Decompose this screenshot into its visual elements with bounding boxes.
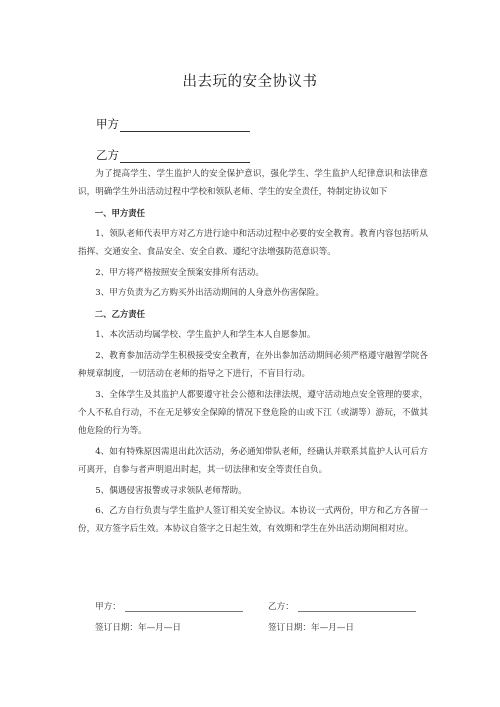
sign-date-b-text: 签订日期：年—月—日 xyxy=(268,623,354,633)
party-b-line xyxy=(96,147,250,163)
signature-b-label: 乙方： xyxy=(268,602,294,612)
party-a-blank xyxy=(120,119,250,132)
party-a-clause: 3、甲方负责为乙方购买外出活动期间的人身意外伤害保险。 xyxy=(95,288,325,299)
signature-party-a xyxy=(95,600,243,612)
party-b-clause: 3、全体学生及其监护人都要遵守社会公德和法律法规，遵守活动地点安全管理的要求，个人不私自行动，不在无足够安全保障的情况下登危险的山或下江（或湖等）游玩，不做其他危险的行为等。 xyxy=(78,389,428,436)
party-a-label: 甲方 xyxy=(96,117,119,131)
agreement-body xyxy=(78,166,428,542)
party-b-clause: 4、如有特殊原因需退出此次活动，务必通知带队老师，经确认并联系其监护人认可后方可离开，自参与者声明退出时起，其一切法律和安全等责任自负。 xyxy=(78,446,428,475)
party-b-label: 乙方 xyxy=(96,148,119,162)
party-b-clause: 6、乙方自行负责与学生监护人签订相关安全协议。本协议一式两份，甲方和乙方各留一份，双方签字后生效。本协议自签字之日起生效，有效期和学生在外出活动期间相对应。 xyxy=(78,506,428,535)
signature-b-blank xyxy=(298,601,416,612)
section-heading-party-b: 二、乙方责任 xyxy=(94,309,146,320)
party-b-clause: 1、本次活动均属学校、学生监护人和学生本人自愿参加。 xyxy=(95,330,316,341)
party-b-blank xyxy=(120,150,250,163)
section-heading-party-a: 一、甲方责任 xyxy=(94,207,146,218)
party-a-clause: 2、甲方将严格按照安全预案安排所有活动。 xyxy=(95,267,264,278)
party-b-clause: 5、偶遇侵害报警或寻求领队老师帮助。 xyxy=(95,485,247,496)
sign-date-a xyxy=(95,621,181,633)
sign-date-a-text: 签订日期：年—月—日 xyxy=(95,623,181,633)
signature-party-b xyxy=(268,600,416,612)
party-b-clause: 2、教育参加活动学生积极接受安全教育，在外出参加活动期间必须严格遵守融智学院各种规章制度，一切活动在老师的指导之下进行，不盲目行动。 xyxy=(78,351,428,380)
intro-paragraph: 为了提高学生、学生监护人的安全保护意识，强化学生、学生监护人纪律意识和法律意识，明确学生外出活动过程中学校和领队老师、学生的安全责任，特制定协议如下 xyxy=(78,169,428,197)
document-title: 出去玩的安全协议书 xyxy=(182,74,318,90)
party-a-line xyxy=(96,116,250,132)
sign-date-b xyxy=(268,621,354,633)
party-a-clause: 1、领队老师代表甲方对乙方进行途中和活动过程中必要的安全教育。教育内容包括听从指挥、交通安全、食品安全、安全自救、遵纪守法增强防范意识等。 xyxy=(78,228,428,257)
signature-a-label: 甲方： xyxy=(95,602,121,612)
signature-a-blank xyxy=(125,601,243,612)
